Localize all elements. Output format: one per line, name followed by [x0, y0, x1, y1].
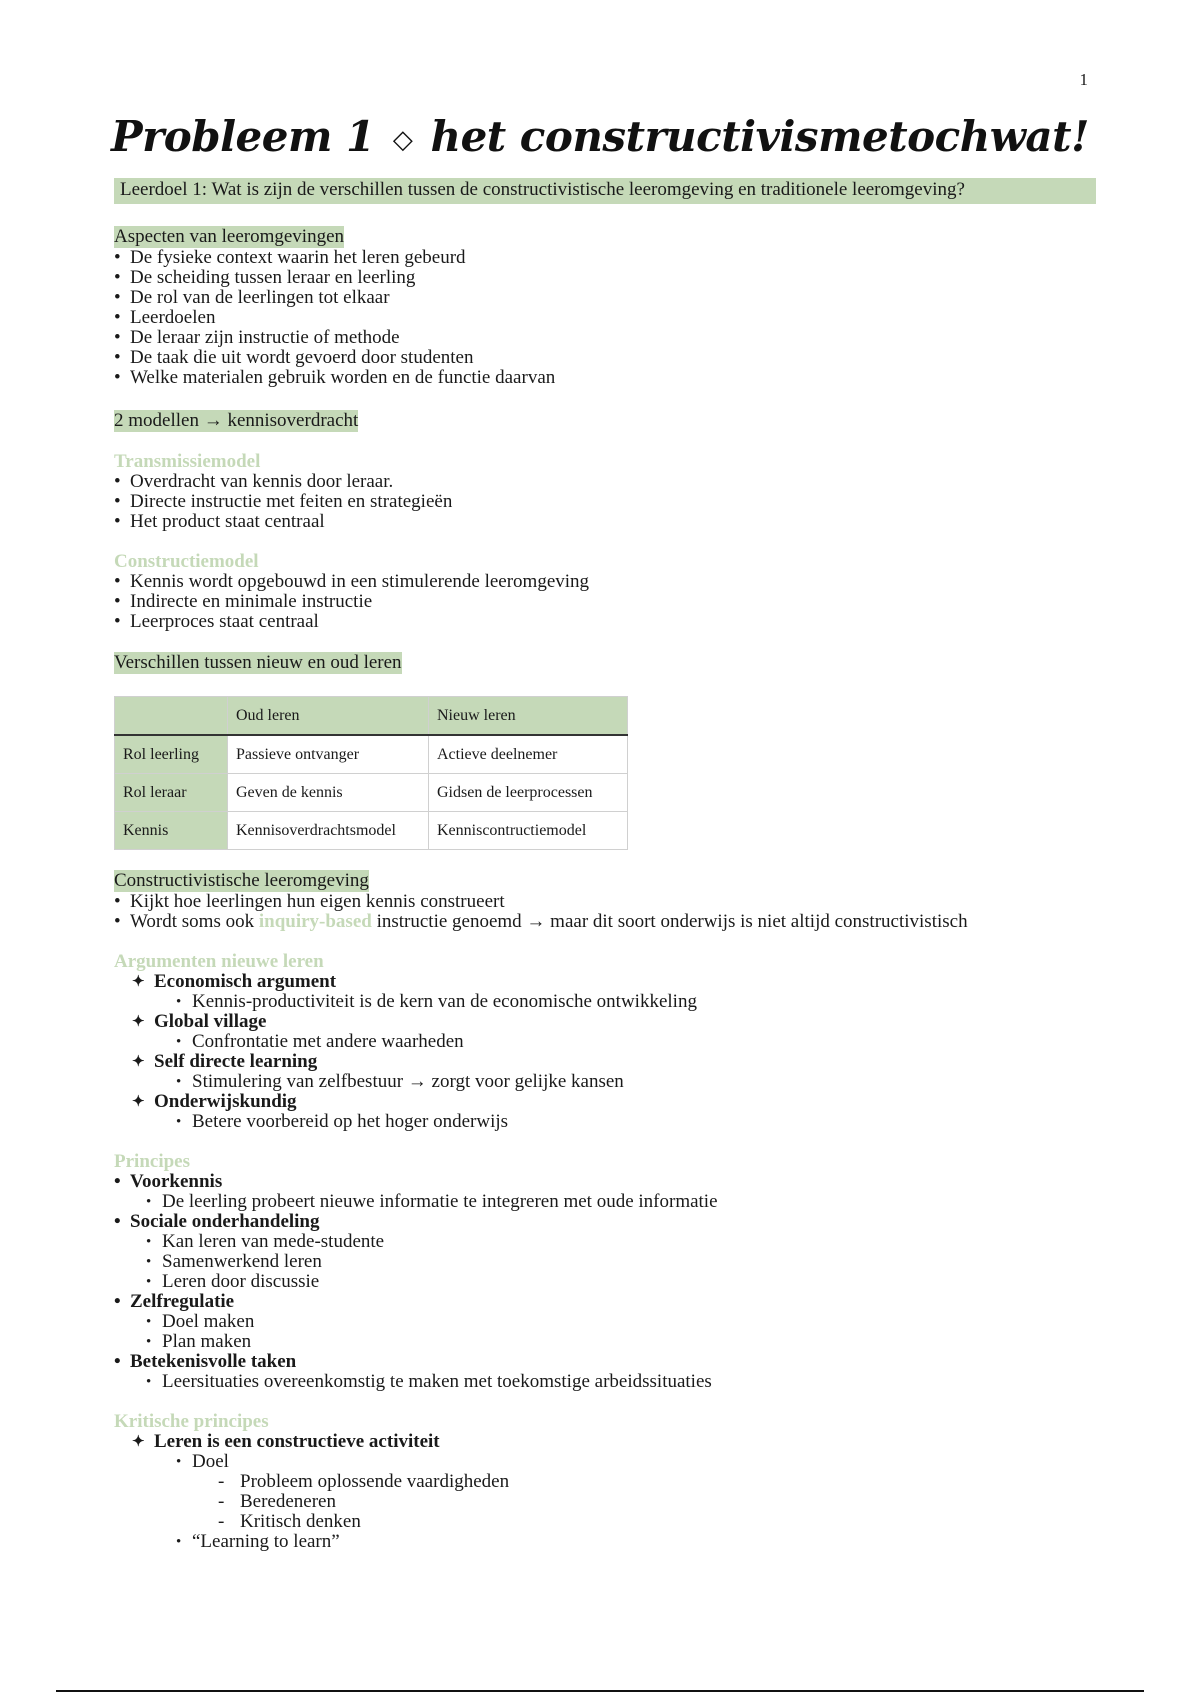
list-item: • Kijkt hoe leerlingen hun eigen kennis construeert — [114, 892, 1094, 912]
list-item: • De leraar zijn instructie of methode — [114, 328, 1094, 348]
dash-item: - Probleem oplossende vaardigheden — [218, 1472, 1094, 1492]
principle-item — [114, 1292, 1094, 1352]
list-item: • “Learning to learn” — [176, 1532, 1094, 1552]
principles-heading: Principes — [114, 1151, 190, 1172]
argument-label: Economisch argument — [154, 971, 337, 992]
section-aspects — [114, 226, 1094, 388]
arguments-heading: Argumenten nieuwe leren — [114, 951, 324, 972]
table-row — [115, 735, 628, 774]
list-item: • Leren door discussie — [146, 1272, 1094, 1292]
principle-item — [114, 1172, 1094, 1212]
principle-item — [114, 1212, 1094, 1292]
section-constructivist — [114, 870, 1094, 932]
argument-label: Global village — [154, 1011, 267, 1032]
argument-label: Self directe learning — [154, 1051, 318, 1072]
list-item: • De rol van de leerlingen tot elkaar — [114, 288, 1094, 308]
table-header-cell: Nieuw leren — [429, 697, 628, 736]
list-item: • Leerdoelen — [114, 308, 1094, 328]
critical-heading: Kritische principes — [114, 1411, 269, 1432]
list-item: • Kennis-productiviteit is de kern van de economische ontwikkeling — [176, 992, 1094, 1012]
list-item: • Plan maken — [146, 1332, 1094, 1352]
models-heading: 2 modellen → kennisoverdracht — [114, 410, 359, 431]
construction-heading: Constructiemodel — [114, 551, 259, 572]
list-item: • Confrontatie met andere waarheden — [176, 1032, 1094, 1052]
list-item: • Het product staat centraal — [114, 512, 1094, 532]
list-item: • De taak die uit wordt gevoerd door studenten — [114, 348, 1094, 368]
list-item: • De scheiding tussen leraar en leerling — [114, 268, 1094, 288]
list-item: • Leersituaties overeenkomstig te maken met toekomstige arbeidssituaties — [146, 1372, 1094, 1392]
argument-item — [132, 1092, 1094, 1132]
section-differences — [114, 652, 1094, 850]
page-title — [0, 112, 1200, 161]
table-header-cell — [115, 697, 228, 736]
table-cell: Rol leerling — [115, 735, 228, 774]
list-item: • Overdracht van kennis door leraar. — [114, 472, 1094, 492]
argument-item — [132, 1012, 1094, 1052]
section-critical — [114, 1412, 1094, 1552]
list-item: • Samenwerkend leren — [146, 1252, 1094, 1272]
section-construction — [114, 552, 1094, 632]
doel-label: Doel — [192, 1451, 229, 1472]
table-cell: Rol leraar — [115, 774, 228, 812]
table-cell: Kennis — [115, 812, 228, 850]
critical-item — [132, 1432, 1094, 1552]
table-cell: Kenniscontructiemodel — [429, 812, 628, 850]
list-item: • Leerproces staat centraal — [114, 612, 1094, 632]
argument-label: Onderwijskundig — [154, 1091, 297, 1112]
constructivist-heading: Constructivistische leeromgeving — [114, 870, 369, 891]
item-text: Wordt soms ook — [130, 911, 255, 932]
differences-heading: Verschillen tussen nieuw en oud leren — [114, 652, 402, 673]
dash-item: - Kritisch denken — [218, 1512, 1094, 1532]
list-item: • Stimulering van zelfbestuur → zorgt voor gelijke kansen — [176, 1072, 1094, 1092]
list-item — [114, 912, 1094, 932]
list-item: • Welke materialen gebruik worden en de functie daarvan — [114, 368, 1094, 388]
section-arguments — [114, 952, 1094, 1132]
list-item: • Indirecte en minimale instructie — [114, 592, 1094, 612]
learning-goal: Leerdoel 1: Wat is zijn de verschillen tussen de constructivistische leeromgeving en traditionele leeromgeving? — [114, 178, 1096, 204]
table-header-cell: Oud leren — [228, 697, 429, 736]
section-principles — [114, 1152, 1094, 1392]
principle-label: Zelfregulatie — [130, 1291, 235, 1312]
list-item — [176, 1452, 1094, 1532]
aspects-heading: Aspecten van leeromgevingen — [114, 226, 345, 247]
title-part2: het constructivismetochwat! — [430, 112, 1089, 161]
critical-label: Leren is een constructieve activiteit — [154, 1431, 440, 1452]
list-item: • De fysieke context waarin het leren gebeurd — [114, 248, 1094, 268]
table-cell: Geven de kennis — [228, 774, 429, 812]
table-cell: Gidsen de leerprocessen — [429, 774, 628, 812]
document-body — [114, 178, 1094, 1552]
transmission-heading: Transmissiemodel — [114, 451, 261, 472]
list-item: • Kan leren van mede-studente — [146, 1232, 1094, 1252]
section-transmission — [114, 452, 1094, 532]
dash-item: - Beredeneren — [218, 1492, 1094, 1512]
item-text: instructie genoemd → maar dit soort onderwijs is niet altijd constructivistisch — [376, 911, 968, 932]
table-cell: Actieve deelnemer — [429, 735, 628, 774]
models-section — [114, 410, 1094, 432]
table-cell: Passieve ontvanger — [228, 735, 429, 774]
inquiry-highlight: inquiry-based — [258, 911, 372, 932]
page-number: 1 — [1079, 70, 1088, 89]
list-item: • Doel maken — [146, 1312, 1094, 1332]
principle-label: Sociale onderhandeling — [130, 1211, 320, 1232]
principle-item — [114, 1352, 1094, 1392]
principle-label: Voorkennis — [130, 1171, 223, 1192]
list-item: • De leerling probeert nieuwe informatie te integreren met oude informatie — [146, 1192, 1094, 1212]
table-cell: Kennisoverdrachtsmodel — [228, 812, 429, 850]
table-row — [115, 812, 628, 850]
list-item: • Kennis wordt opgebouwd in een stimulerende leeromgeving — [114, 572, 1094, 592]
diamond-icon: ◇ — [392, 125, 413, 155]
principle-label: Betekenisvolle taken — [130, 1351, 297, 1372]
comparison-table — [114, 696, 628, 850]
title-part1: Probleem 1 — [111, 112, 375, 161]
argument-item — [132, 972, 1094, 1012]
list-item: • Directe instructie met feiten en strategieën — [114, 492, 1094, 512]
list-item: • Betere voorbereid op het hoger onderwijs — [176, 1112, 1094, 1132]
argument-item — [132, 1052, 1094, 1092]
table-row — [115, 774, 628, 812]
footer-divider — [56, 1690, 1144, 1692]
